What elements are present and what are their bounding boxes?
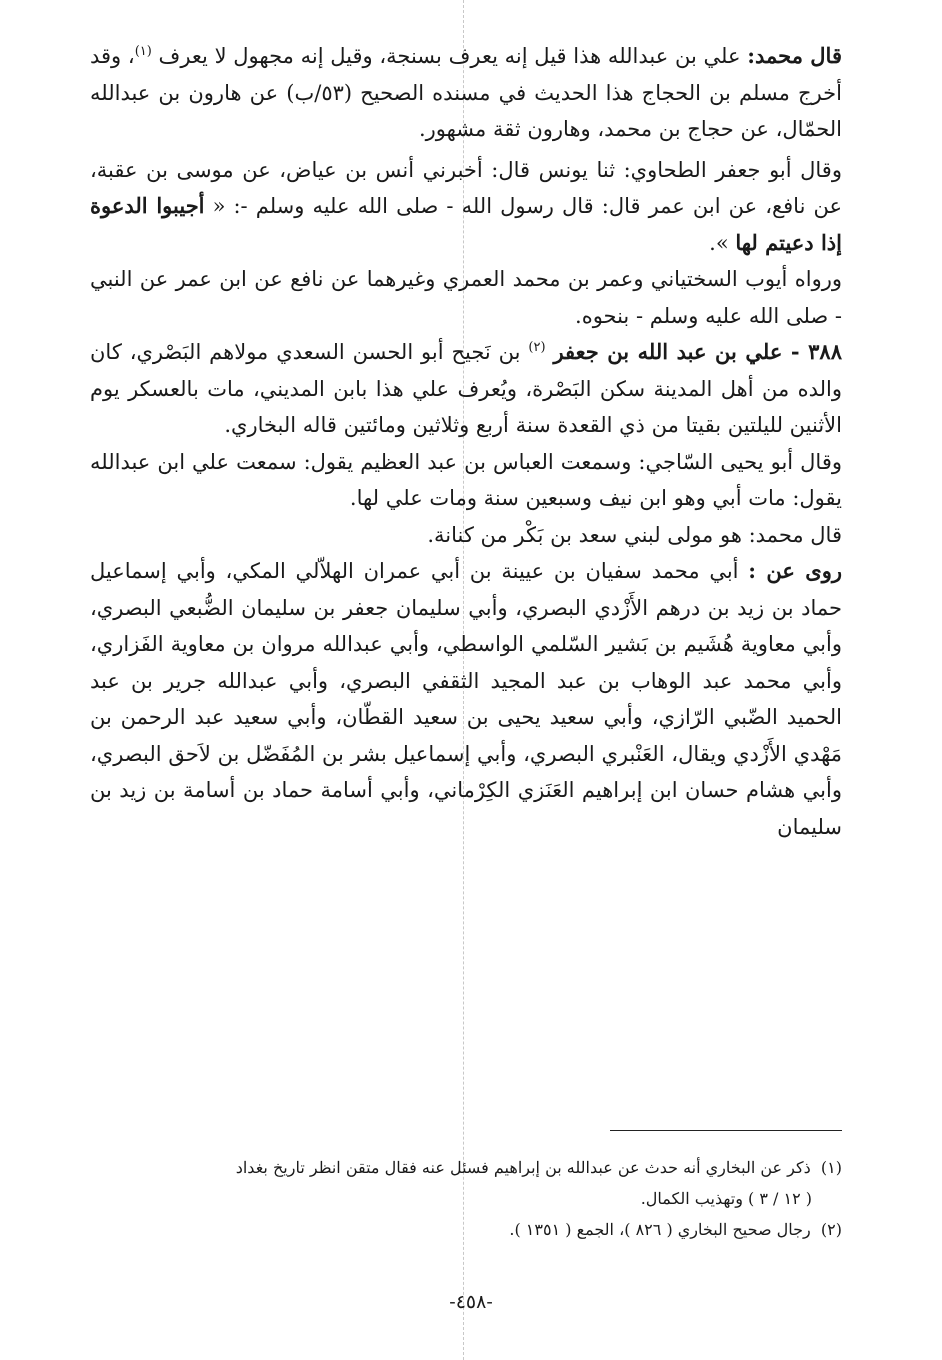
footnote-1: [90, 1152, 842, 1183]
footnote-1-continuation: ( ١٢ / ٣ ) وتهذيب الكمال.: [640, 1189, 812, 1208]
page-number: -٤٥٨-: [449, 1291, 493, 1313]
footnote-ref-1: (١): [134, 44, 152, 59]
paragraph-1-lead: قال محمد:: [747, 43, 842, 68]
page-body: [90, 38, 842, 845]
hadith-text: أجيبوا الدعوة إذا دعيتم لها: [90, 193, 842, 255]
paragraph-7-text: أبي محمد سفيان بن عيينة بن أبي عمران الهلاّلي المكي، وأبي إسماعيل حماد بن زيد بن درهم الأَزْدي البصري، وأبي سليمان جعفر بن سليمان الضُّبعي البصري، وأبي معاوية هُشَيم بن بَشير السّلمي الواسطي، وأبي عبدالله مروان بن معاوية الفَزاري، وأبي محمد عبد الوهاب بن عبد المجيد الثقفي البصري، وأبي عبدالله جرير بن عبد الحميد الضّبي الرّازي، وأبي سعيد يحيى بن سعيد القطّان، وأبي سعيد عبد الرحمن بن مَهْدي الأَزْدي ويقال، العَنْبري البصري، وأبي إسماعيل بشر بن المُفَضّل بن لاَحق البصري، وأبي هشام حسان ابن إبراهيم العَنَزي الكِرْماني، وأبي أسامة حماد بن أسامة بن زيد بن سليمان: [90, 559, 842, 839]
paragraph-1-text: علي بن عبدالله هذا قيل إنه يعرف بسنجة، وقيل إنه مجهول لا يعرف: [151, 44, 748, 68]
paragraph-2-tail: ».: [709, 230, 736, 255]
paragraph-4-entry-388: [90, 334, 842, 444]
narrated-from-heading: روى عن :: [748, 558, 843, 583]
footnote-ref-2: (٢): [528, 340, 546, 355]
footnote-1-marker: (١): [820, 1158, 842, 1177]
entry-388-heading: ٣٨٨ - علي بن عبد الله بن جعفر: [553, 339, 842, 364]
footnote-2: [90, 1214, 842, 1245]
footnotes: [90, 1152, 842, 1245]
paragraph-1: [90, 38, 842, 148]
paragraph-3-text: ورواه أيوب السختياني وعمر بن محمد العمري وغيرهما عن نافع عن ابن عمر عن النبي - صلى الله عليه وسلم - بنحوه.: [90, 267, 842, 328]
paragraph-5: [90, 444, 842, 517]
paragraph-4-text: بن نَجيح أبو الحسن السعدي مولاهم البَصْري، كان والده من أهل المدينة سكن البَصْرة، ويُعرف علي هذا بابن المديني، مات بالعسكر يوم الأثنين لليلتين بقيتا من ذي القعدة سنة أربع وثلاثين ومائتين قاله البخاري.: [90, 340, 842, 437]
paragraph-2: [90, 152, 842, 262]
paragraph-1-tail: ، وقد أخرج مسلم بن الحجاج هذا الحديث في مسنده الصحيح (٥٣/ب) عن هارون بن عبدالله الحمّال، عن حجاج بن محمد، وهارون ثقة مشهور.: [90, 44, 842, 141]
paragraph-6: [90, 517, 842, 554]
footnote-separator: [610, 1130, 842, 1131]
footnote-2-marker: (٢): [820, 1220, 842, 1239]
footnote-1-text: ذكر عن البخاري أنه حدث عن عبدالله بن إبراهيم فسئل عنه فقال متقن انظر تاريخ بغداد: [235, 1158, 811, 1177]
paragraph-3: [90, 261, 842, 334]
paragraph-5-text: وقال أبو يحيى السّاجي: وسمعت العباس بن عبد العظيم يقول: سمعت علي ابن عبدالله يقول: مات أبي وهو ابن نيف وسبعين سنة ومات علي لها.: [90, 449, 842, 510]
paragraph-6-text: قال محمد: هو مولى لبني سعد بن بَكْر من كنانة.: [427, 522, 842, 547]
paragraph-2-text: وقال أبو جعفر الطحاوي: ثنا يونس قال: أخبرني أنس بن عياض، عن موسى بن عقبة، عن نافع، عن ابن عمر قال: قال رسول الله - صلى الله عليه وسلم -: «: [90, 157, 842, 218]
paragraph-7: [90, 553, 842, 845]
footnote-2-text: رجال صحيح البخاري ( ٨٢٦ )، الجمع ( ١٣٥١ ).: [509, 1220, 811, 1239]
